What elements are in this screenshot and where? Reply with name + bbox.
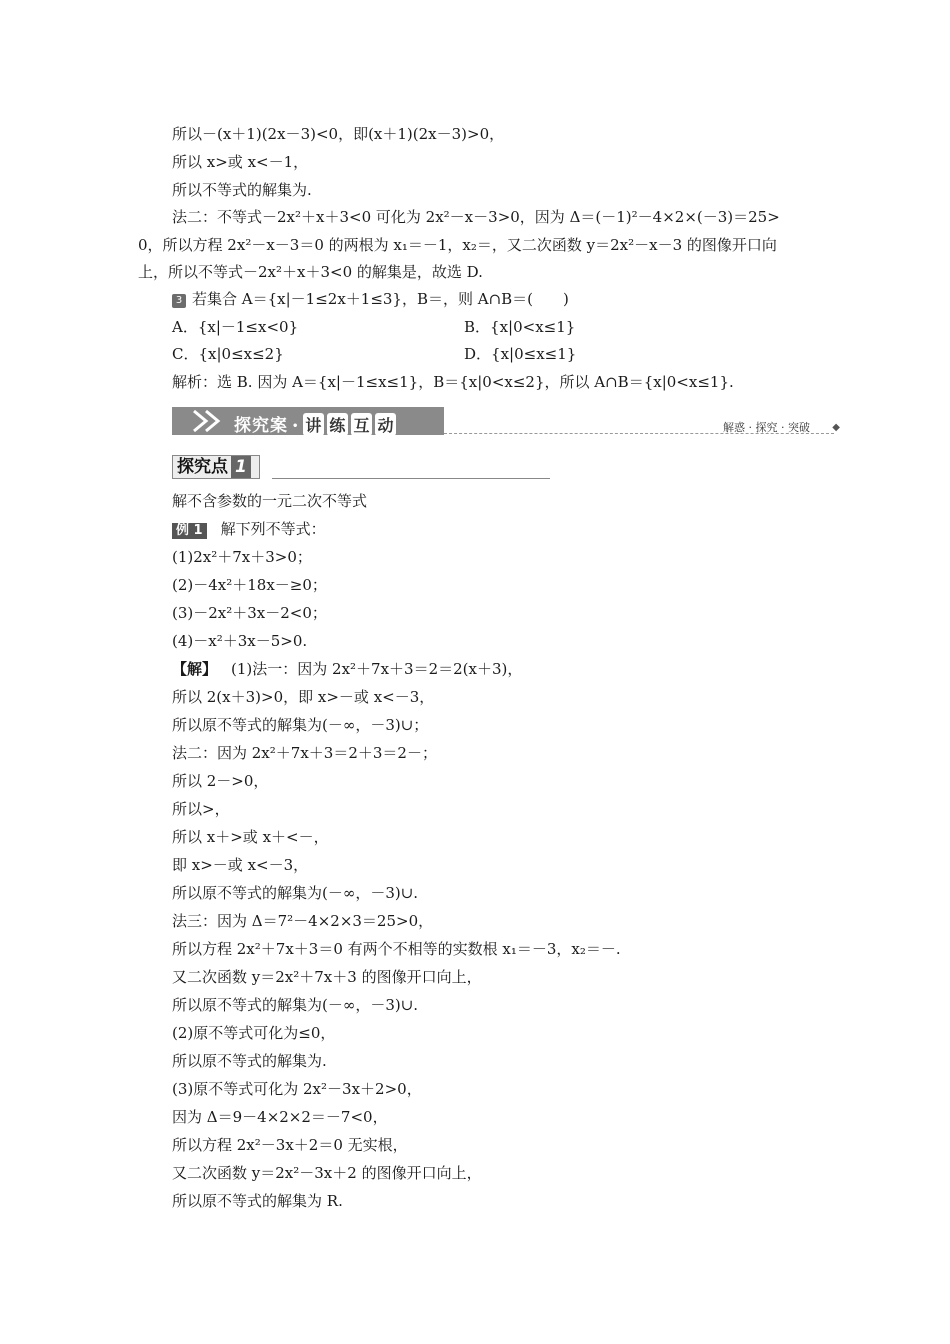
- question-3-analysis: 解析：选 B. 因为 A＝{x|－1≤x≤1}，B＝{x|0<x≤2}，所以 A∩B＝{x|0<x≤1}.: [172, 373, 734, 391]
- example-item: (3)－2x²＋3x－2<0；: [172, 604, 327, 622]
- banner-subtitle: 解惑 · 探究 · 突破: [723, 421, 810, 434]
- solution-line: 即 x>－或 x<－3，: [172, 856, 309, 874]
- text-line: 所以 x>或 x<－1，: [172, 153, 309, 171]
- solution-text: (1)法一：因为 2x²＋7x＋3＝2＝2(x＋3)，: [231, 660, 523, 678]
- topic-title: 解不含参数的一元二次不等式: [172, 492, 368, 510]
- solution-line: 又二次函数 y＝2x²－3x＋2 的图像开口向上，: [172, 1164, 482, 1182]
- solution-line: 所以方程 2x²－3x＋2＝0 无实根，: [172, 1136, 408, 1154]
- banner-char: 练: [327, 413, 348, 436]
- subsection-underline: [272, 478, 550, 479]
- solution-line: 所以 2(x＋3)>0，即 x>－或 x<－3，: [172, 688, 435, 706]
- solution-line: 所以原不等式的解集为(－∞，－3)∪；: [172, 716, 429, 734]
- chevron-arrows-icon: [190, 409, 230, 433]
- method2-line-3: 上，所以不等式－2x²＋x＋3<0 的解集是，故选 D.: [138, 263, 483, 281]
- example-item: (2)－4x²＋18x－≥0；: [172, 576, 327, 594]
- subsection-label-box: [172, 455, 260, 479]
- subsection-label: 探究点: [177, 457, 228, 477]
- solution-line: (3)原不等式可化为 2x²－3x＋2>0，: [172, 1080, 422, 1098]
- solution-line: (2)原不等式可化为≤0，: [172, 1024, 336, 1042]
- example-heading: [172, 519, 326, 539]
- subsection-heading: [172, 455, 550, 479]
- question-3-text: 若集合 A＝{x|－1≤2x＋1≤3}，B＝，则 A∩B＝( ): [192, 290, 569, 308]
- solution-line: [172, 659, 522, 679]
- diamond-icon: ◆: [832, 422, 840, 433]
- solution-line: 所以原不等式的解集为.: [172, 1052, 327, 1070]
- solution-line: 所以原不等式的解集为(－∞，－3)∪.: [172, 884, 419, 902]
- banner-part1: 探究案: [234, 416, 288, 436]
- question-3-stem: [172, 289, 569, 309]
- solution-line: 所以>，: [172, 800, 230, 818]
- banner-title: [234, 411, 399, 436]
- solution-line: 又二次函数 y＝2x²＋7x＋3 的图像开口向上，: [172, 968, 482, 986]
- solution-line: 因为 Δ＝9－4×2×2＝－7<0，: [172, 1108, 388, 1126]
- method2-line-1: 法二：不等式－2x²＋x＋3<0 可化为 2x²－x－3>0，因为 Δ＝(－1)²－4×2×(－3)＝25>: [172, 208, 780, 226]
- banner-char: 互: [351, 413, 372, 436]
- example-title: 解下列不等式：: [220, 520, 326, 538]
- text-line: 所以不等式的解集为.: [172, 181, 312, 199]
- question-number-badge: 3: [172, 294, 186, 308]
- solution-line: 所以原不等式的解集为(－∞，－3)∪.: [172, 996, 419, 1014]
- solution-line: 法二：因为 2x²＋7x＋3＝2＋3＝2－；: [172, 744, 437, 762]
- example-item: (4)－x²＋3x－5>0.: [172, 632, 308, 650]
- example-item: (1)2x²＋7x＋3>0；: [172, 548, 312, 566]
- solution-line: 所以 x＋>或 x＋<－，: [172, 828, 329, 846]
- solution-line: 所以方程 2x²＋7x＋3＝0 有两个不相等的实数根 x₁＝－3，x₂＝－.: [172, 940, 621, 958]
- banner-char: 动: [375, 413, 396, 436]
- option-d: D．{x|0≤x≤1}: [464, 345, 577, 363]
- option-b: B．{x|0<x≤1}: [464, 318, 576, 336]
- section-banner: [172, 407, 840, 439]
- text-line: 所以－(x＋1)(2x－3)<0，即(x＋1)(2x－3)>0，: [172, 125, 505, 143]
- option-a: A．{x|－1≤x<0}: [172, 318, 299, 336]
- subsection-number: 1: [231, 456, 251, 478]
- method2-line-2: 0，所以方程 2x²－x－3＝0 的两根为 x₁＝－1，x₂＝，又二次函数 y＝2x²－x－3 的图像开口向: [138, 236, 777, 254]
- solution-tag: 【解】: [172, 660, 218, 678]
- solution-line: 所以原不等式的解集为 R.: [172, 1192, 343, 1210]
- banner-dot: •: [292, 421, 300, 432]
- banner-char: 讲: [303, 413, 324, 436]
- solution-line: 法三：因为 Δ＝7²－4×2×3＝25>0，: [172, 912, 434, 930]
- solution-line: 所以 2－>0，: [172, 772, 269, 790]
- example-badge: 例 1: [172, 523, 207, 539]
- option-c: C．{x|0≤x≤2}: [172, 345, 284, 363]
